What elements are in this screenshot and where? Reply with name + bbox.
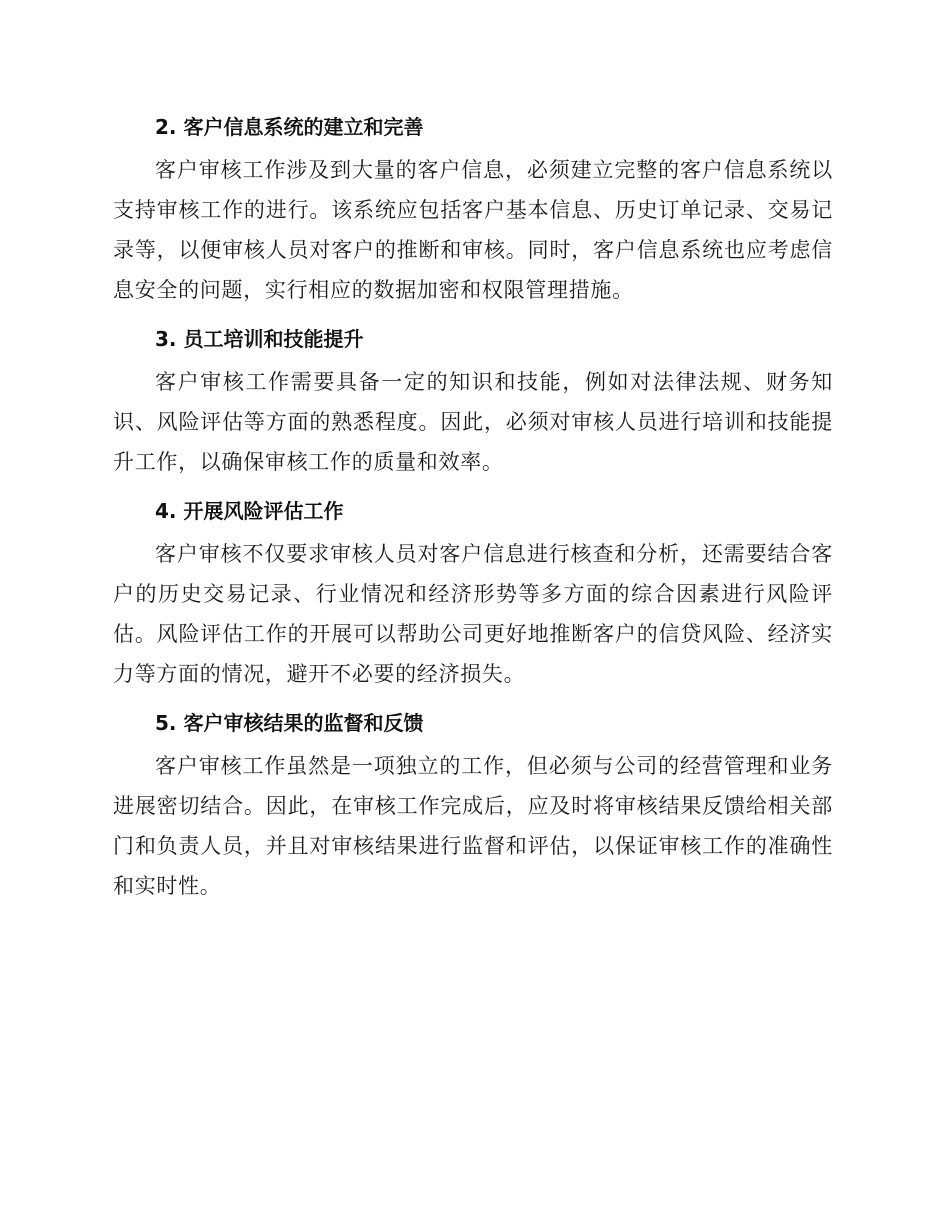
section-heading: 2. 客户信息系统的建立和完善: [155, 115, 424, 139]
section-result-supervision: [113, 704, 833, 906]
section-paragraph: 客户审核工作涉及到大量的客户信息，必须建立完整的客户信息系统以支持审核工作的进行。该系统应包括客户基本信息、历史订单记录、交易记录等，以便审核人员对客户的推断和审核。同时，客户信息系统也应考虑信息安全的问题，实行相应的数据加密和权限管理措施。: [113, 158, 833, 302]
document-page: [113, 108, 833, 906]
section-risk-assessment: [113, 492, 833, 694]
section-paragraph: 客户审核工作虽然是一项独立的工作，但必须与公司的经营管理和业务进展密切结合。因此，在审核工作完成后，应及时将审核结果反馈给相关部门和负责人员，并且对审核结果进行监督和评估，以保证审核工作的准确性和实时性。: [113, 754, 833, 898]
section-paragraph: 客户审核工作需要具备一定的知识和技能，例如对法律法规、财务知识、风险评估等方面的熟悉程度。因此，必须对审核人员进行培训和技能提升工作，以确保审核工作的质量和效率。: [113, 370, 833, 474]
section-customer-info-system: [113, 108, 833, 310]
section-paragraph: 客户审核不仅要求审核人员对客户信息进行核查和分析，还需要结合客户的历史交易记录、行业情况和经济形势等多方面的综合因素进行风险评估。风险评估工作的开展可以帮助公司更好地推断客户的信贷风险、经济实力等方面的情况，避开不必要的经济损失。: [113, 542, 833, 686]
section-heading: 3. 员工培训和技能提升: [155, 327, 364, 351]
section-staff-training: [113, 320, 833, 482]
section-heading: 4. 开展风险评估工作: [155, 499, 344, 523]
section-heading: 5. 客户审核结果的监督和反馈: [155, 711, 424, 735]
